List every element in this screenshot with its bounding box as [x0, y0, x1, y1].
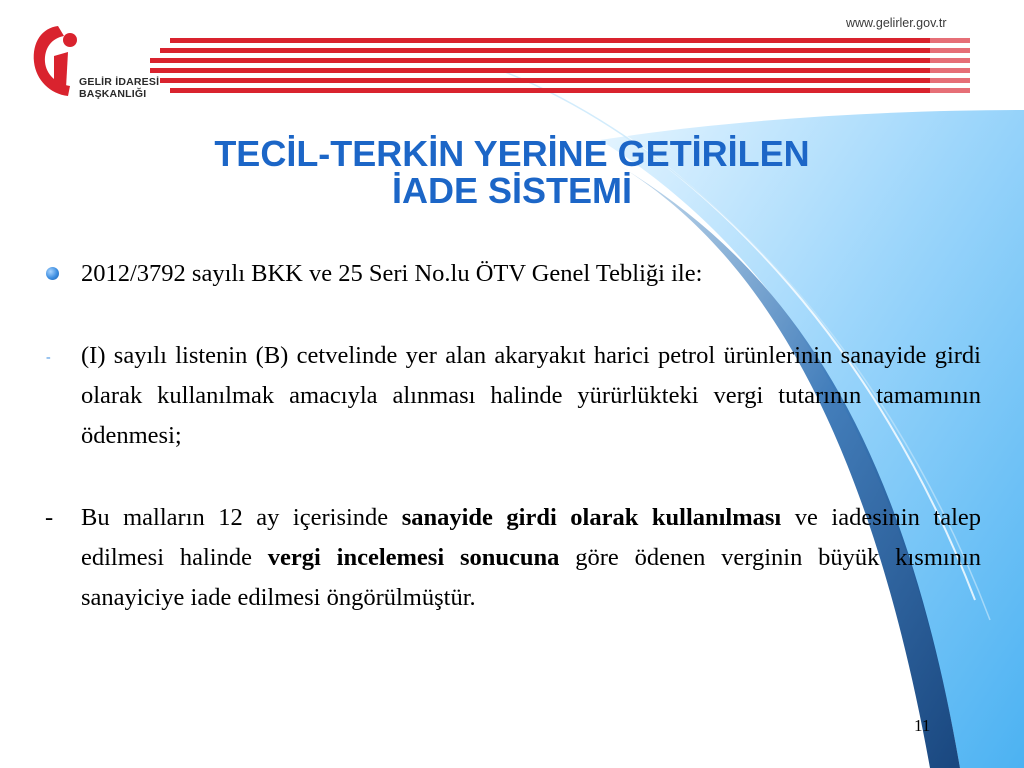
dash-item-3-text-part-2: ve iadesinin talep edilmesi halinde	[81, 504, 981, 571]
slide-title-line-1: TECİL-TERKİN YERİNE GETİRİLEN	[214, 133, 810, 174]
page-number: 11	[914, 716, 931, 735]
dash-item-2	[45, 336, 981, 456]
slide-title-line-2: İADE SİSTEMİ	[391, 170, 633, 211]
header-stripes	[140, 30, 970, 100]
dash-item-3-text-part-3: göre ödenen verginin büyük kısmının sanayiciye iade edilmesi öngörülmüştür.	[81, 544, 982, 611]
dash-item-2-text: (I) sayılı listenin (B) cetvelinde yer alan akaryakıt harici petrol ürünlerinin sanayide girdi olarak kullanılmak amacıyla alınması halinde yürürlükteki vergi tutarının tamamının ödenmesi;	[81, 342, 981, 449]
logo-line-2: BAŞKANLIĞI	[79, 87, 147, 100]
dash-item-3-text-part-1: Bu malların 12 ay içerisinde	[81, 504, 402, 531]
website-url: www.gelirler.gov.tr	[846, 16, 947, 30]
dash-marker-small: -	[46, 350, 51, 365]
circle-bullet-icon	[46, 267, 59, 280]
logo-text	[79, 77, 159, 100]
dash-item-3	[45, 498, 981, 618]
dash-item-3-bold-1: sanayide girdi olarak kullanılması	[401, 504, 782, 531]
slide-body	[45, 254, 981, 618]
gib-logo	[28, 22, 178, 102]
stripes-fade	[930, 30, 990, 100]
slide-title	[0, 135, 1024, 209]
bullet-item-1	[45, 254, 981, 294]
dash-item-3-bold-2: vergi incelemesi sonucuna	[267, 544, 560, 571]
dash-marker: -	[45, 504, 54, 531]
logo-line-1: GELİR İDARESİ	[79, 76, 160, 88]
bullet-item-1-text: 2012/3792 sayılı BKK ve 25 Seri No.lu ÖTV Genel Tebliği ile:	[81, 260, 703, 287]
